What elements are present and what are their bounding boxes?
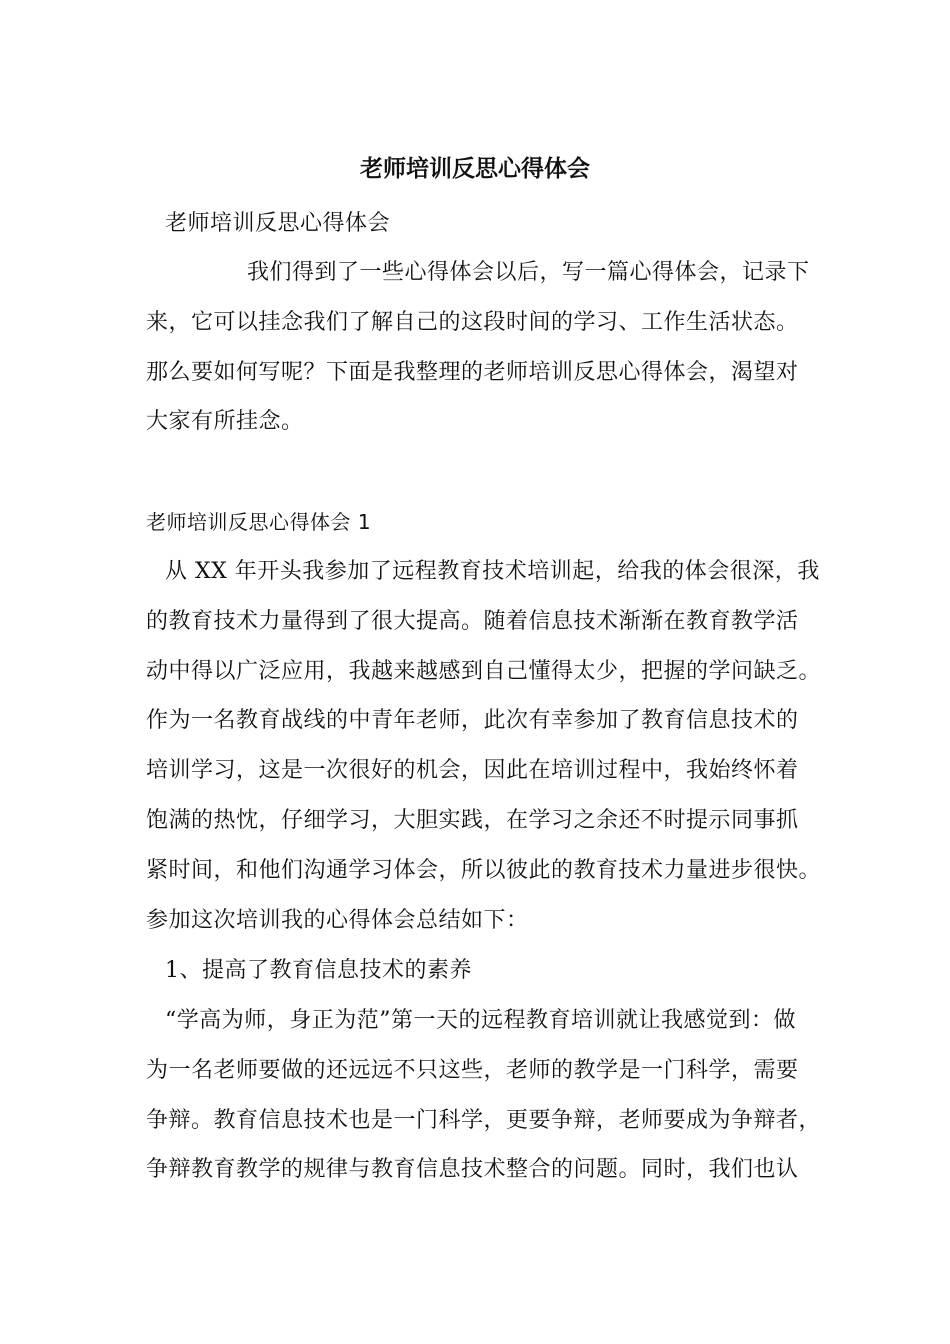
subheading-line: 1、提高了教育信息技术的素养 [165, 958, 472, 983]
body-line: 培训学习，这是一次很好的机会，因此在培训过程中，我始终怀着 [146, 758, 799, 783]
document-title: 老师培训反思心得体会 [360, 156, 590, 182]
body-line: 动中得以广泛应用，我越来越感到自己懂得太少，把握的学问缺乏。 [146, 659, 822, 684]
body-line: 紧时间，和他们沟通学习体会，所以彼此的教育技术力量进步很快。 [146, 858, 822, 883]
body-line: 争辩教育教学的规律与教育信息技术整合的问题。同时，我们也认 [146, 1157, 799, 1182]
body-line: 为一名老师要做的还远远不只这些，老师的教学是一门科学，需要 [146, 1058, 799, 1083]
body-line: 参加这次培训我的心得体会总结如下： [146, 908, 529, 933]
body-line: “学高为师，身正为范”第一天的远程教育培训就让我感觉到：做 [165, 1008, 796, 1033]
intro-line: 那么要如何写呢？下面是我整理的老师培训反思心得体会，渴望对 [146, 360, 799, 385]
body-line: 作为一名教育战线的中青年老师，此次有幸参加了教育信息技术的 [146, 708, 799, 733]
intro-line: 来，它可以挂念我们了解自己的这段时间的学习、工作生活状态。 [146, 310, 799, 335]
body-line: 饱满的热忱，仔细学习，大胆实践，在学习之余还不时提示同事抓 [146, 808, 799, 833]
body-line: 争辩。教育信息技术也是一门科学，更要争辩，老师要成为争辩者， [146, 1108, 822, 1133]
intro-line: 大家有所挂念。 [146, 409, 304, 434]
section-heading: 老师培训反思心得体会 1 [146, 510, 372, 534]
intro-line: 我们得到了一些心得体会以后，写一篇心得体会，记录下 [247, 260, 810, 285]
subtitle-line: 老师培训反思心得体会 [165, 211, 391, 236]
body-line: 的教育技术力量得到了很大提高。随着信息技术渐渐在教育教学活 [146, 609, 799, 634]
body-line: 从 XX 年开头我参加了远程教育技术培训起，给我的体会很深，我 [165, 559, 820, 584]
